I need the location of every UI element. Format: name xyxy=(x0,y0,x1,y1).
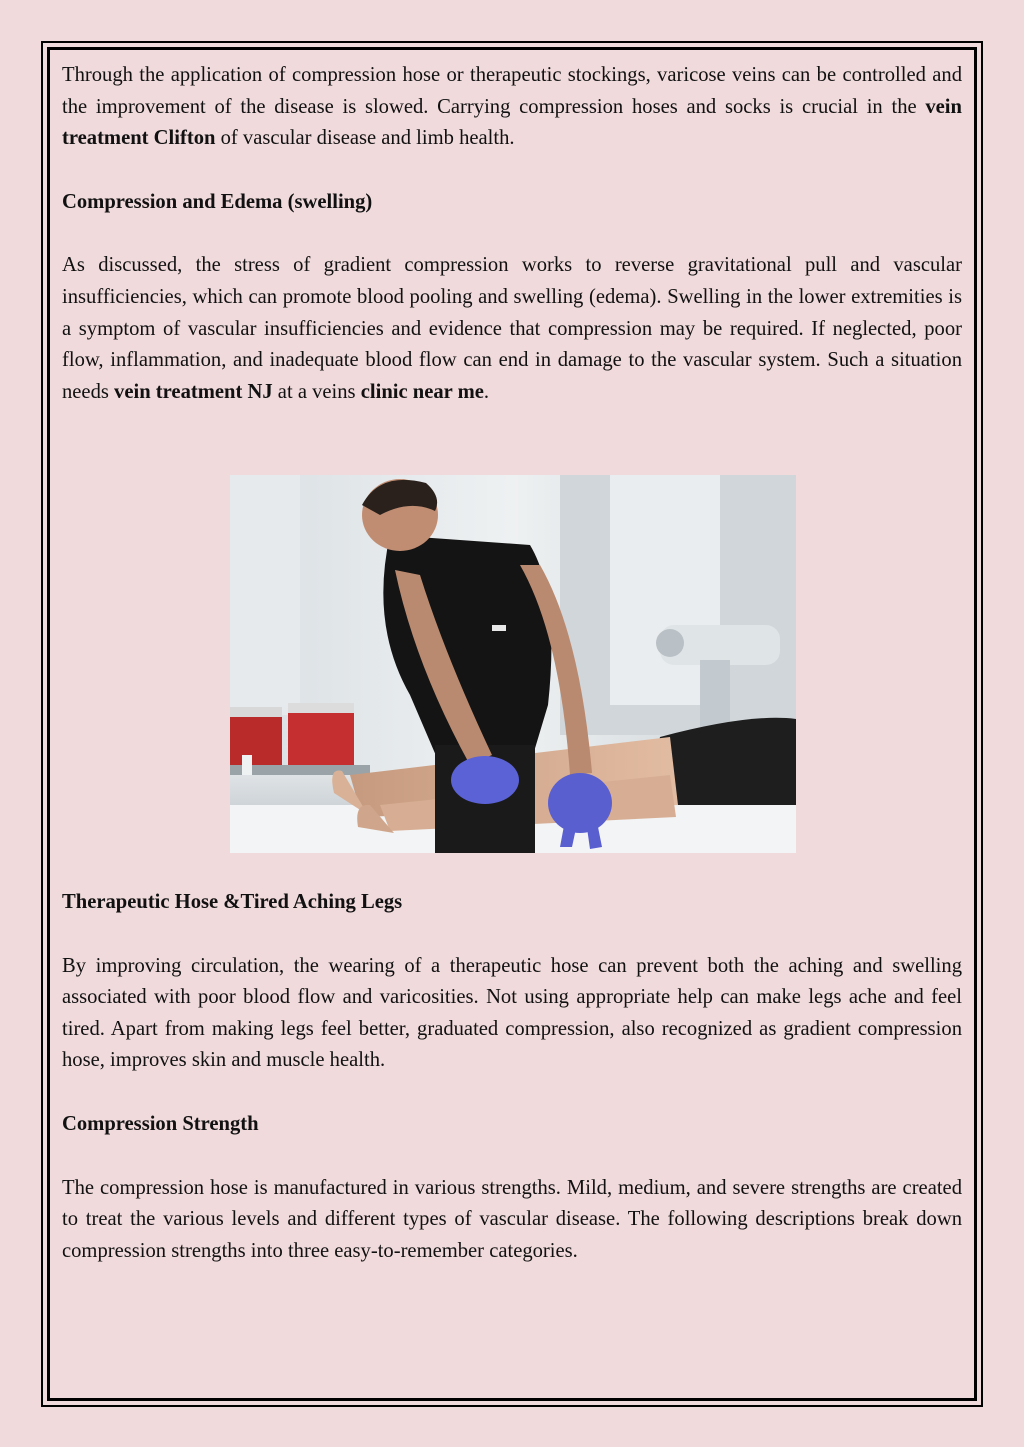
heading-compression-strength: Compression Strength xyxy=(62,1112,259,1135)
edema-keyword-clinic-near-me: clinic near me xyxy=(360,380,484,403)
article-top xyxy=(62,60,962,408)
intro-text-before: Through the application of compression hose or therapeutic stockings, varicose veins can be controlled and the improvement of the disease is slowed. Carrying compression hoses and socks is crucial in the xyxy=(62,64,962,118)
heading-compression-edema: Compression and Edema (swelling) xyxy=(62,190,373,213)
hose-paragraph: By improving circulation, the wearing of a therapeutic hose can prevent both the aching and swelling associated with poor blood flow and varicosities. Not using appropriate help can make legs ache and feel tired. Apart from making legs feel better, graduated compression, also recognized as gradient compression hose, improves skin and muscle health. xyxy=(62,954,962,1072)
edema-keyword-vein-treatment-nj: vein treatment NJ xyxy=(114,380,273,403)
intro-text-after: of vascular disease and limb health. xyxy=(215,127,515,150)
edema-text-after: . xyxy=(483,380,490,403)
strength-paragraph: The compression hose is manufactured in various strengths. Mild, medium, and severe strengths are created to treat the various levels and different types of vascular disease. The following descriptions break down compression strengths into three easy-to-remember categories. xyxy=(62,1176,962,1262)
article-bottom xyxy=(62,887,962,1267)
clinic-photo-illustration xyxy=(230,475,796,853)
clinic-photo xyxy=(230,475,796,853)
edema-text-before: As discussed, the stress of gradient compression works to reverse gravitational pull and vascular insufficiencies, which can promote blood pooling and swelling (edema). Swelling in the lower extremities is a symptom of vascular insufficiencies and evidence that compression may be required. If neglected, poor flow, inflammation, and inadequate blood flow can end in damage to the vascular system. Such a situation needs xyxy=(62,254,962,403)
edema-text-middle: at a veins xyxy=(272,380,361,403)
heading-therapeutic-hose: Therapeutic Hose &Tired Aching Legs xyxy=(62,891,403,913)
intro-keyword-vein-treatment-clifton: vein treatment Clifton xyxy=(62,95,962,150)
edema-paragraph xyxy=(62,250,962,408)
intro-paragraph xyxy=(62,60,962,155)
